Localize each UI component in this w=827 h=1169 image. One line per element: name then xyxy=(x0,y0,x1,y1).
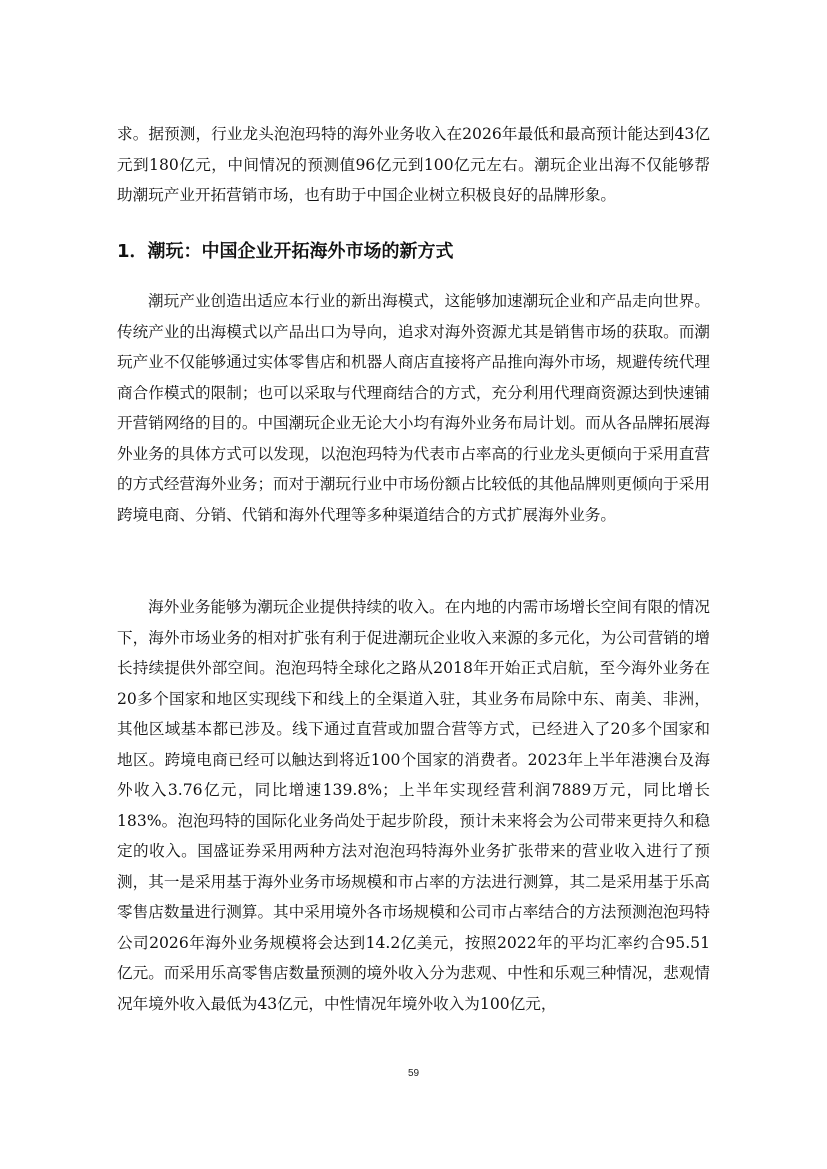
page-number: 59 xyxy=(407,1068,420,1079)
section-heading: 1．潮玩：中国企业开拓海外市场的新方式 xyxy=(117,241,454,262)
paragraph-overseas-model: 潮玩产业创造出适应本行业的新出海模式，这能够加速潮玩企业和产品走向世界。传统产业的出海模式以产品出口为导向，追求对海外资源尤其是销售市场的获取。而潮玩产业不仅能够通过实体零售店和机器人商店直接将产品推向海外市场，规避传统代理商合作模式的限制；也可以采取与代理商结合的方式，充分利用代理商资源达到快速铺开营销网络的目的。中国潮玩企业无论大小均有海外业务布局计划。而从各品牌拓展海外业务的具体方式可以发现，以泡泡玛特为代表市占率高的行业龙头更倾向于采用直营的方式经营海外业务；而对于潮玩行业中市场份额占比较低的其他品牌则更倾向于采用跨境电商、分销、代销和海外代理等多种渠道结合的方式扩展海外业务。 xyxy=(117,292,710,524)
continuation-paragraph: 求。据预测，行业龙头泡泡玛特的海外业务收入在2026年最低和最高预计能达到43亿元到180亿元，中间情况的预测值96亿元到100亿元左右。潮玩企业出海不仅能够帮助潮玩产业开拓营销市场，也有助于中国企业树立积极良好的品牌形象。 xyxy=(117,125,710,204)
paragraph-overseas-revenue: 海外业务能够为潮玩企业提供持续的收入。在内地的内需市场增长空间有限的情况下，海外市场业务的相对扩张有利于促进潮玩企业收入来源的多元化，为公司营销的增长持续提供外部空间。泡泡玛特全球化之路从2018年开始正式启航，至今海外业务在20多个国家和地区实现线下和线上的全渠道入驻，其业务布局除中东、南美、非洲，其他区域基本都已涉及。线下通过直营或加盟合营等方式，已经进入了20多个国家和地区。跨境电商已经可以触达到将近100个国家的消费者。2023年上半年港澳台及海外收入3.76亿元，同比增速139.8%；上半年实现经营利润7889万元，同比增长183%。泡泡玛特的国际化业务尚处于起步阶段，预计未来将会为公司带来更持久和稳定的收入。国盛证券采用两种方法对泡泡玛特海外业务扩张带来的营业收入进行了预测，其一是采用基于海外业务市场规模和市占率的方法进行测算，其二是采用基于乐高零售店数量进行测算。其中采用境外各市场规模和公司市占率结合的方法预测泡泡玛特公司2026年海外业务规模将会达到14.2亿美元，按照2022年的平均汇率约合95.51亿元。而采用乐高零售店数量预测的境外收入分为悲观、中性和乐观三种情况，悲观情况年境外收入最低为43亿元，中性情况年境外收入为100亿元， xyxy=(117,598,710,1013)
